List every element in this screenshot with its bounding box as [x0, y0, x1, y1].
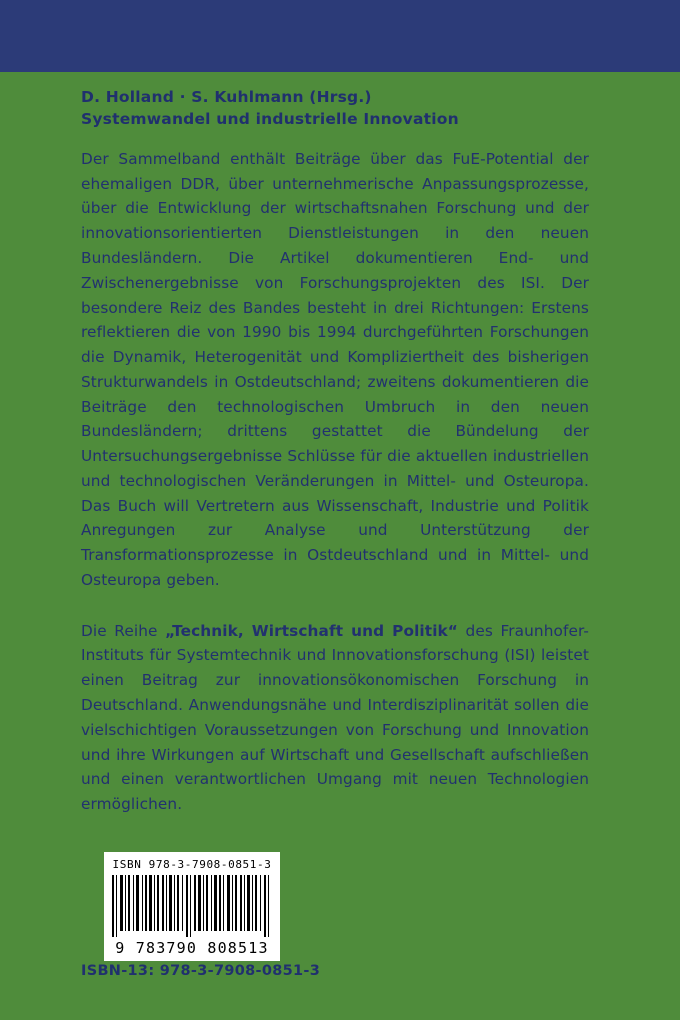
isbn13-line: ISBN-13: 978-3-7908-0851-3	[81, 963, 321, 979]
series-name-text: „Technik, Wirtschaft und Politik“	[165, 621, 458, 640]
top-color-band	[0, 0, 680, 72]
series-rest-text: des Fraunhofer-Instituts für Systemtechnik und Innovationsforschung (ISI) leistet einen Beitrag zur innovationsökonomischen Forschung in Deutschland. Anwendungsnähe und Interdisziplinarität sollen die vielschichtigen Voraussetzungen von Forschung und Innovation und ihre Wirkungen auf Wirtschaft und Gesellschaft aufschließen und einen verantwortlichen Umgang mit neuen Technologien ermöglichen.	[81, 621, 589, 814]
series-intro-text: Die Reihe	[81, 621, 166, 640]
blurb-paragraph: Der Sammelband enthält Beiträge über das FuE-Potential der ehemaligen DDR, über unternehmerische Anpassungsprozesse, über die Entwicklung der wirtschaftsnahen Forschung und der innovationsorientierten Dienstleistungen in den neuen Bundesländern. Die Artikel dokumentieren End- und Zwischenergebnisse von Forschungsprojekten des ISI. Der besondere Reiz des Bandes besteht in drei Richtungen: Erstens reflektieren die von 1990 bis 1994 durchgeführten Forschungen die Dynamik, Heterogenität und Kompliziertheit des bisherigen Strukturwandels in Ostdeutschland; zweitens dokumentieren die Beiträge den technologischen Umbruch in den neuen Bundesländern; drittens gestattet die Bündelung der Untersuchungsergebnisse Schlüsse für die aktuellen industriellen und technologischen Veränderungen in Mittel- und Osteuropa. Das Buch will Vertretern aus Wissenschaft, Industrie und Politik Anregungen zur Analyse und Unterstützung der Transformationsprozesse in Ostdeutschland und in Mittel- und Osteuropa geben.	[81, 149, 589, 589]
book-title: Systemwandel und industrielle Innovation	[81, 110, 459, 129]
barcode-isbn-label: ISBN 978-3-7908-0851-3	[112, 858, 272, 871]
barcode-bars-icon	[110, 875, 274, 937]
barcode	[104, 852, 280, 961]
series-paragraph	[81, 619, 589, 817]
editors-line: D. Holland · S. Kuhlmann (Hrsg.)	[81, 88, 372, 106]
barcode-digits: 9 783790 808513	[115, 939, 269, 957]
cover-text-block	[81, 86, 589, 817]
